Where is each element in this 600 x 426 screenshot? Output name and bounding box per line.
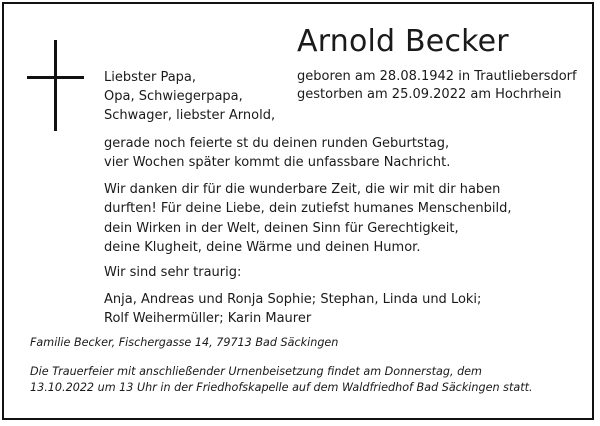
text-line: deine Klugheit, deine Wärme und deinen Humor. [104, 239, 421, 255]
notice-line: 13.10.2022 um 13 Uhr in der Friedhofskapelle auf dem Waldfriedhof Bad Säckingen statt. [30, 381, 533, 394]
funeral-notice [30, 364, 533, 396]
paragraph-birthday [104, 134, 450, 173]
text-line: Wir sind sehr traurig: [104, 265, 242, 280]
greeting [104, 68, 275, 125]
mourners-list [104, 290, 481, 329]
birth-date: geboren am 28.08.1942 in Trautliebersdorf [297, 69, 577, 84]
text-line: Rolf Weihermüller; Karin Maurer [104, 311, 312, 327]
cross-icon-bar [27, 76, 84, 79]
paragraph-sad [104, 263, 241, 282]
text-line: vier Wochen später kommt die unfassbare Nachricht. [104, 155, 451, 171]
paragraph-thanks [104, 180, 512, 257]
greeting-line: Liebster Papa, [104, 70, 197, 85]
address-line: Familie Becker, Fischergasse 14, 79713 Bad Säckingen [30, 336, 339, 349]
text-line: durften! Für deine Liebe, dein zutiefst humanes Menschenbild, [104, 201, 512, 217]
death-date: gestorben am 25.09.2022 am Hochrhein [297, 87, 562, 102]
text-line: Wir danken dir für die wunderbare Zeit, die wir mit dir haben [104, 182, 501, 197]
text-line: dein Wirken in der Welt, deinen Sinn für Gerechtigkeit, [104, 220, 459, 236]
greeting-line: Schwager, liebster Arnold, [104, 108, 276, 123]
deceased-name: Arnold Becker [297, 24, 509, 59]
text-line: Anja, Andreas und Ronja Sophie; Stephan, Linda und Loki; [104, 292, 482, 307]
text-line: gerade noch feierte st du deinen runden Geburtstag, [104, 136, 450, 151]
cross-icon [54, 40, 57, 131]
family-address [30, 335, 338, 351]
greeting-line: Opa, Schwiegerpapa, [104, 89, 243, 104]
notice-line: Die Trauerfeier mit anschließender Urnenbeisetzung findet am Donnerstag, dem [30, 365, 482, 378]
life-dates [297, 68, 577, 104]
